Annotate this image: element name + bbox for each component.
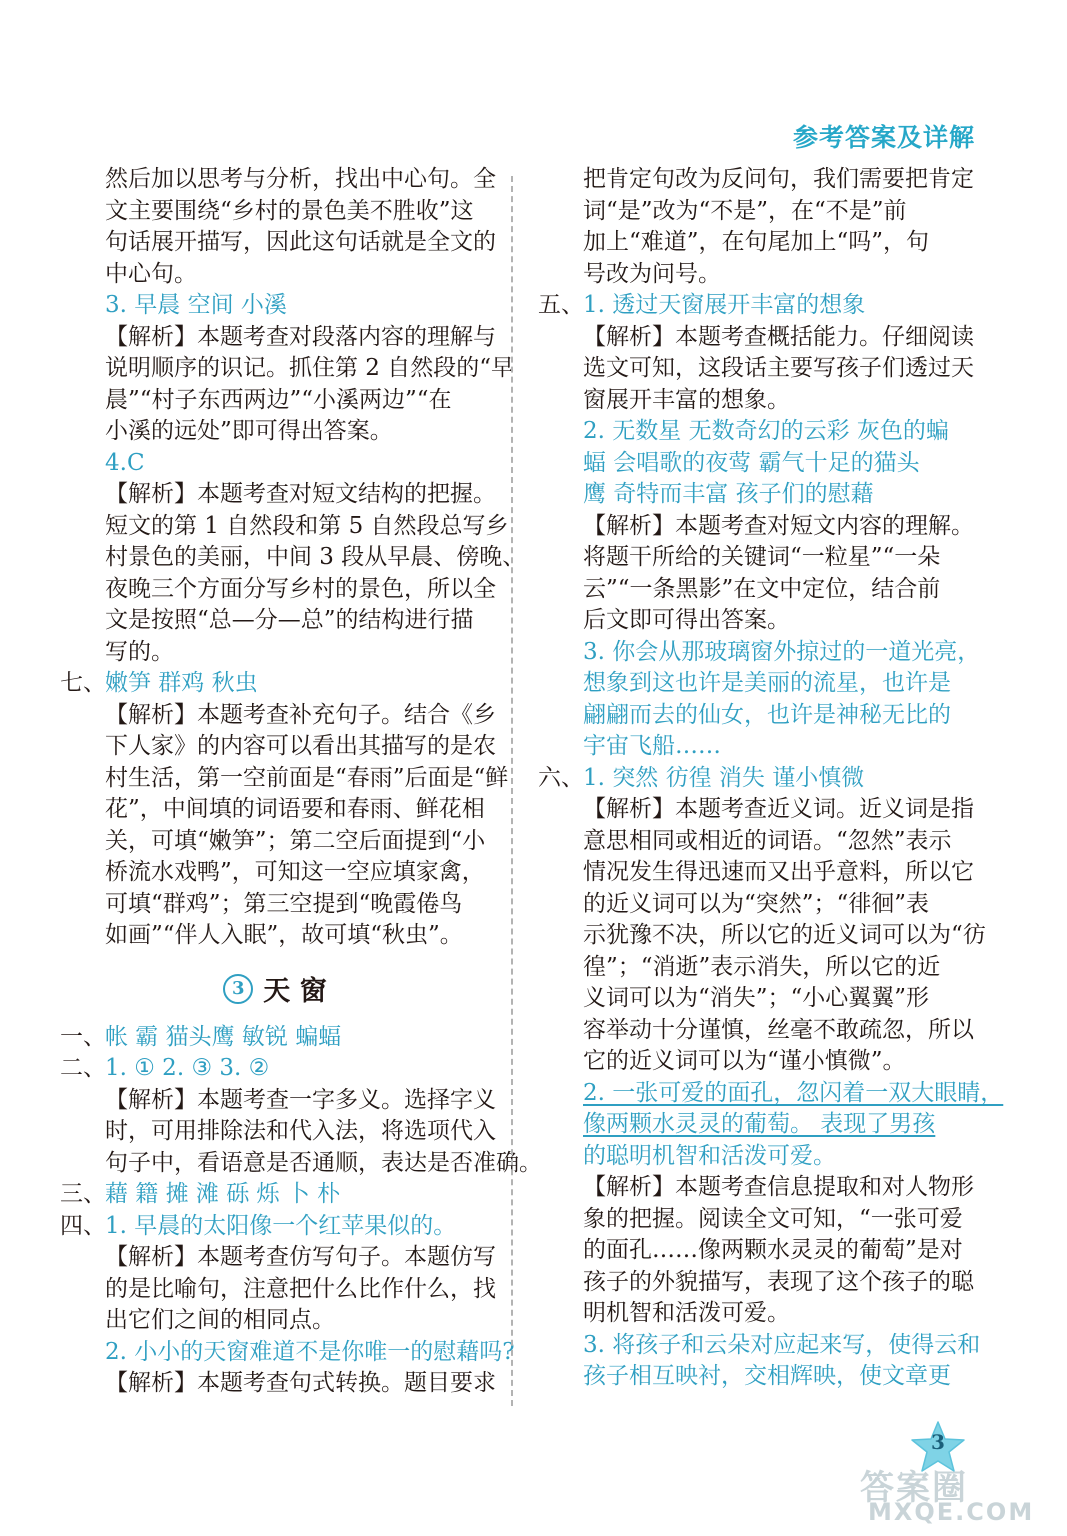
left-line [60,731,496,763]
right-line [538,196,978,228]
right-line [538,574,978,606]
body-text: 加上“难道”，在句尾加上“吗”，句 [583,229,930,255]
left-line [60,1211,490,1243]
answer-text: 3. 你会从那玻璃窗外掠过的一道光亮， [583,638,981,665]
body-text: 中心句。 [105,260,197,287]
question-label: 七、 [60,670,106,696]
right-line [538,983,978,1015]
right-line [538,353,978,385]
body-text: 将题干所给的关键词“一粒星”“一朵 [583,544,941,570]
left-line [60,479,496,511]
section-title [60,960,490,1018]
answer-text: 2. 一张可爱的面孔，忽闪着一双大眼睛， [583,1079,1004,1106]
body-text: 村生活，第一空前面是“春雨”后面是“鲜 [105,764,509,791]
answer-text: 孩子相互映衬，交相辉映，使文章更 [583,1363,951,1389]
answer-text: 3. 早晨 空间 小溪 [105,292,287,318]
right-line [538,668,978,700]
right-line [538,1267,978,1299]
left-column [60,164,542,1400]
right-line [538,1109,978,1141]
right-line [538,889,978,921]
right-line [538,448,978,480]
body-text: 它的近义词可以为“谨小慎微”。 [583,1048,906,1074]
right-line [538,1330,981,1362]
body-text: 句子中，看语意是否通顺，表达是否准确。 [105,1149,542,1176]
body-text: 把肯定句改为反问句，我们需要把肯定 [583,166,974,192]
left-line [60,416,490,448]
right-line [538,479,978,511]
left-line [60,196,490,228]
left-line [60,700,496,732]
right-line [538,826,978,858]
body-text: 孩子的外貌描写，表现了这个孩子的聪 [583,1268,974,1295]
left-line [60,668,490,700]
question-label: 五、 [538,292,584,318]
body-text: 选文可知，这段话主要写孩子们透过天 [583,355,974,381]
watermark-logo: 答案圈 [860,1468,968,1508]
right-line [538,416,978,448]
right-line [538,322,978,354]
left-line [60,290,490,322]
question-label: 三、 [60,1181,106,1207]
section-number: 3 [223,974,253,1004]
body-text: 夜晚三个方面分写乡村的景色，所以全 [105,575,496,602]
answer-text: 2. 无数星 无数奇幻的云彩 灰色的蝙 [583,418,949,444]
right-line [538,700,978,732]
right-line [538,1172,978,1204]
right-line [538,542,978,574]
left-line [60,920,490,952]
body-text: 小溪的远处”即可得出答案。 [105,418,393,444]
body-text: 短文的第 1 自然段和第 5 自然段总写乡 [105,512,509,539]
answer-text: 帐 霸 猫头鹰 敏锐 蝙蝠 [105,1023,342,1050]
left-line [60,227,496,259]
body-text: 【解析】本题考查概括能力。仔细阅读 [583,323,974,350]
body-text: 【解析】本题考查对短文结构的把握。 [105,481,496,507]
body-text: 花”，中间填的词语要和春雨、鲜花相 [105,796,485,822]
answer-text: 藉 籍 摊 滩 砾 烁 卜 朴 [105,1181,341,1207]
right-line [538,385,978,417]
body-text: 句话展开描写，因此这句话就是全文的 [105,229,496,255]
body-text: 【解析】本题考查对段落内容的理解与 [105,323,496,350]
body-text: 象的把握。阅读全文可知，“一张可爱 [583,1205,963,1232]
left-line [60,1337,515,1369]
body-text: 出它们之间的相同点。 [105,1307,335,1333]
body-text: 【解析】本题考查句式转换。题目要求 [105,1370,496,1396]
question-label: 四、 [60,1212,106,1239]
left-line [60,385,490,417]
answer-text: 1. 早晨的太阳像一个红苹果似的。 [105,1212,457,1239]
right-line [538,1298,978,1330]
left-line [60,1148,542,1180]
body-text: 如画”“伴人入眠”，故可填“秋虫”。 [105,922,463,948]
body-text: 说明顺序的识记。抓住第 2 自然段的“早 [105,355,515,381]
left-line [60,1179,490,1211]
left-line [60,574,496,606]
body-text: 示犹豫不决，所以它的近义词可以为“彷 [583,922,986,948]
body-text: 明机智和活泼可爱。 [583,1300,790,1326]
left-line [60,763,509,795]
page-header-title: 参考答案及详解 [792,123,975,152]
left-line [60,1116,496,1148]
right-line [538,605,978,637]
answer-text: 翩翩而去的仙女，也许是神秘无比的 [583,701,951,728]
body-text: 号改为问号。 [583,260,721,287]
answer-text: 蝠 会唱歌的夜莺 霸气十足的猫头 [583,449,920,476]
answer-text: 的聪明机智和活泼可爱。 [583,1142,836,1169]
body-text: 时，可用排除法和代入法，将选项代入 [105,1118,496,1144]
right-line [538,290,978,322]
right-line [538,1235,978,1267]
left-line [60,826,490,858]
body-text: 可填“群鸡”；第三空提到“晚霞倦鸟 [105,890,463,917]
answer-text: 嫩笋 群鸡 秋虫 [105,670,258,696]
answer-text: 想象到这也许是美丽的流星，也许是 [583,670,951,696]
left-line [60,1242,496,1274]
page-number: 3 [931,1430,945,1454]
right-line [538,763,978,795]
left-line [60,259,490,291]
left-line [60,857,490,889]
body-text: 关，可填“嫩笋”；第二空后面提到“小 [105,827,486,854]
left-line [60,889,490,921]
answer-text: 像两颗水灵灵的葡萄。 表现了男孩 [583,1111,936,1137]
right-line [538,1361,978,1393]
body-text: 【解析】本题考查补充句子。结合《乡 [105,701,496,728]
body-text: 下人家》的内容可以看出其描写的是农 [105,733,496,759]
body-text: 的近义词可以为“突然”；“徘徊”表 [583,890,930,917]
body-text: 徨”；“消逝”表示消失，所以它的近 [583,953,941,980]
right-line [538,1046,978,1078]
body-text: 后文即可得出答案。 [583,607,790,633]
question-label: 六、 [538,764,584,791]
right-line [538,920,986,952]
left-line [60,1368,496,1400]
answer-text: 1. ① 2. ③ 3. ② [105,1055,270,1081]
answer-text: 宇宙飞船…… [583,733,721,759]
right-line [538,637,981,669]
body-text: 文主要围绕“乡村的景色美不胜收”这 [105,197,474,224]
answer-text: 1. 突然 彷徨 消失 谨小慎微 [583,764,865,791]
right-line [538,794,978,826]
right-line [538,227,978,259]
body-text: 【解析】本题考查一字多义。选择字义 [105,1086,496,1113]
body-text: 晨”“村子东西两边”“小溪两边”“在 [105,386,452,413]
left-line [60,1085,496,1117]
body-text: 村景色的美丽，中间 3 段从早晨、傍晚、 [105,544,526,570]
body-text: 【解析】本题考查近义词。近义词是指 [583,796,974,822]
answer-text: 4.C [105,449,145,476]
left-line [60,637,490,669]
left-line [60,1274,496,1306]
right-line [538,259,978,291]
section-heading: 天 窗 [263,976,327,1007]
column-divider [511,176,513,1406]
right-line [538,1204,978,1236]
body-text: 写的。 [105,638,174,665]
body-text: 【解析】本题考查对短文内容的理解。 [583,512,974,539]
right-line [538,1141,978,1173]
body-text: 情况发生得迅速而又出乎意料，所以它 [583,859,974,885]
left-line [60,353,515,385]
left-line [60,1305,490,1337]
left-line [60,448,490,480]
right-column [538,164,1004,1393]
body-text: 云”“一条黑影”在文中定位，结合前 [583,575,941,602]
body-text: 【解析】本题考查信息提取和对人物形 [583,1174,974,1200]
body-text: 然后加以思考与分析，找出中心句。全 [105,166,496,192]
left-line [60,1022,490,1054]
left-line [60,322,496,354]
answer-text: 3. 将孩子和云朵对应起来写，使得云和 [583,1331,981,1358]
left-line [60,511,509,543]
right-line [538,164,978,196]
body-text: 窗展开丰富的想象。 [583,386,790,413]
answer-text: 鹰 奇特而丰富 孩子们的慰藉 [583,481,874,507]
body-text: 意思相同或相近的词语。“忽然”表示 [583,827,952,854]
body-text: 词“是”改为“不是”，在“不是”前 [583,197,907,224]
body-text: 文是按照“总—分—总”的结构进行描 [105,607,474,633]
body-text: 义词可以为“消失”；“小心翼翼”形 [583,985,930,1011]
right-line [538,731,978,763]
right-line [538,857,978,889]
answer-text: 1. 透过天窗展开丰富的想象 [583,292,866,318]
right-line [538,511,978,543]
question-label: 二、 [60,1055,106,1081]
body-text: 【解析】本题考查仿写句子。本题仿写 [105,1244,496,1270]
left-line [60,542,526,574]
right-line [538,1015,978,1047]
body-text: 的面孔……像两颗水灵灵的葡萄”是对 [583,1237,963,1263]
answer-text: 2. 小小的天窗难道不是你唯一的慰藉吗? [105,1338,515,1365]
question-label: 一、 [60,1023,106,1050]
left-line [60,1053,490,1085]
left-line [60,605,490,637]
right-line [538,1078,1004,1110]
body-text: 桥流水戏鸭”，可知这一空应填家禽， [105,859,485,885]
left-line [60,164,496,196]
body-text: 的是比喻句，注意把什么比作什么，找 [105,1275,496,1302]
watermark-url: MXQE.COM [868,1498,1035,1526]
right-line [538,952,978,984]
body-text: 容举动十分谨慎，丝毫不敢疏忽，所以 [583,1016,974,1043]
left-line [60,794,490,826]
